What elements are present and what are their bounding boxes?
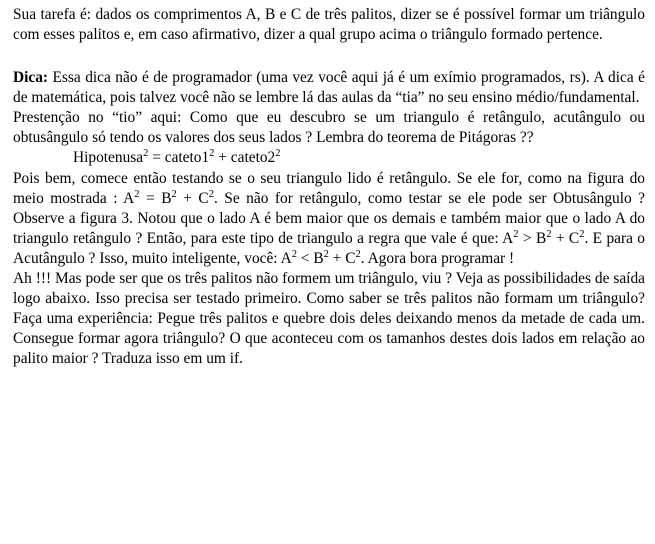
formula-exponent: 2 bbox=[209, 148, 215, 160]
body-text: . Agora bora programar ! bbox=[360, 250, 515, 268]
body-text: + C bbox=[551, 230, 580, 248]
intro-paragraph bbox=[13, 0, 645, 45]
body-text: + C bbox=[328, 250, 356, 268]
pythagoras-formula bbox=[13, 147, 645, 169]
exponent: 2 bbox=[355, 249, 361, 261]
body-text: + C bbox=[176, 190, 209, 208]
exponent: 2 bbox=[579, 229, 585, 241]
formula-exponent: 2 bbox=[143, 148, 149, 160]
document-page bbox=[13, 0, 645, 369]
body-text: . Se não for retângulo, como testar se ele pode ser Obtusângulo ? Observe a figura 3. Notou que o lado A é bem maior que os demais e também maior que o lado A do triangulo retângulo ? Então, para este tipo de triangulo a regra que vale é que: A bbox=[13, 190, 646, 248]
exponent: 2 bbox=[134, 189, 140, 201]
exponent: 2 bbox=[323, 249, 329, 261]
closing-text: Ah !!! Mas pode ser que os três palitos não formem um triângulo, viu ? Veja as possibilidades de saída logo abaixo. Isso precisa ser testado primeiro. Como saber se três palitos não formam um triângulo? Faça uma experiência: Pegue três palitos e quebre dois deles deixando menos da metade de cada um. Consegue formar agora triângulo? O que aconteceu com os tamanhos destes dois lados em relação ao palito maior ? Traduza isso em um if. bbox=[13, 269, 645, 367]
exponent: 2 bbox=[546, 229, 552, 241]
body-paragraph bbox=[13, 169, 645, 269]
exponent: 2 bbox=[291, 249, 297, 261]
body-text: . E para o Acutângulo ? Isso, muito inteligente, você: A bbox=[13, 230, 645, 268]
body-text: < B bbox=[296, 250, 324, 268]
body-text: > B bbox=[518, 230, 547, 248]
body-text: = B bbox=[139, 190, 172, 208]
closing-paragraph bbox=[13, 269, 645, 369]
dica-text: Essa dica não é de programador (uma vez você aqui já é um exímio programados, rs). A dica é de matemática, pois talvez você não se lembre lá das aulas da “tia” no seu ensino médio/fundamental. bbox=[13, 68, 645, 106]
formula-lhs: Hipotenusa bbox=[73, 149, 144, 167]
exponent: 2 bbox=[208, 189, 214, 201]
formula-eq: = cateto1 bbox=[148, 149, 210, 167]
exponent: 2 bbox=[513, 229, 519, 241]
prestencao-text: Prestenção no “tio” aqui: Como que eu descubro se um triangulo é retângulo, acutângulo ou obtusângulo só tendo os valores dos seus lados ? Lembra do teorema de Pitágoras ?? bbox=[13, 108, 645, 146]
formula-plus: + cateto2 bbox=[214, 149, 276, 167]
intro-text: Sua tarefa é: dados os comprimentos A, B e C de três palitos, dizer se é possível formar um triângulo com esses palitos e, em caso afirmativo, dizer a qual grupo acima o triângulo formado pertence. bbox=[13, 6, 645, 43]
body-text: Pois bem, comece então testando se o seu triangulo lido é retângulo. Se ele for, como na figura do meio mostrada : A bbox=[13, 170, 645, 208]
dica-paragraph bbox=[13, 68, 645, 108]
dica-label: Dica: bbox=[13, 68, 49, 86]
paragraph-gap bbox=[13, 45, 645, 68]
formula-exponent: 2 bbox=[275, 148, 281, 160]
prestencao-paragraph bbox=[13, 108, 645, 148]
exponent: 2 bbox=[171, 189, 177, 201]
